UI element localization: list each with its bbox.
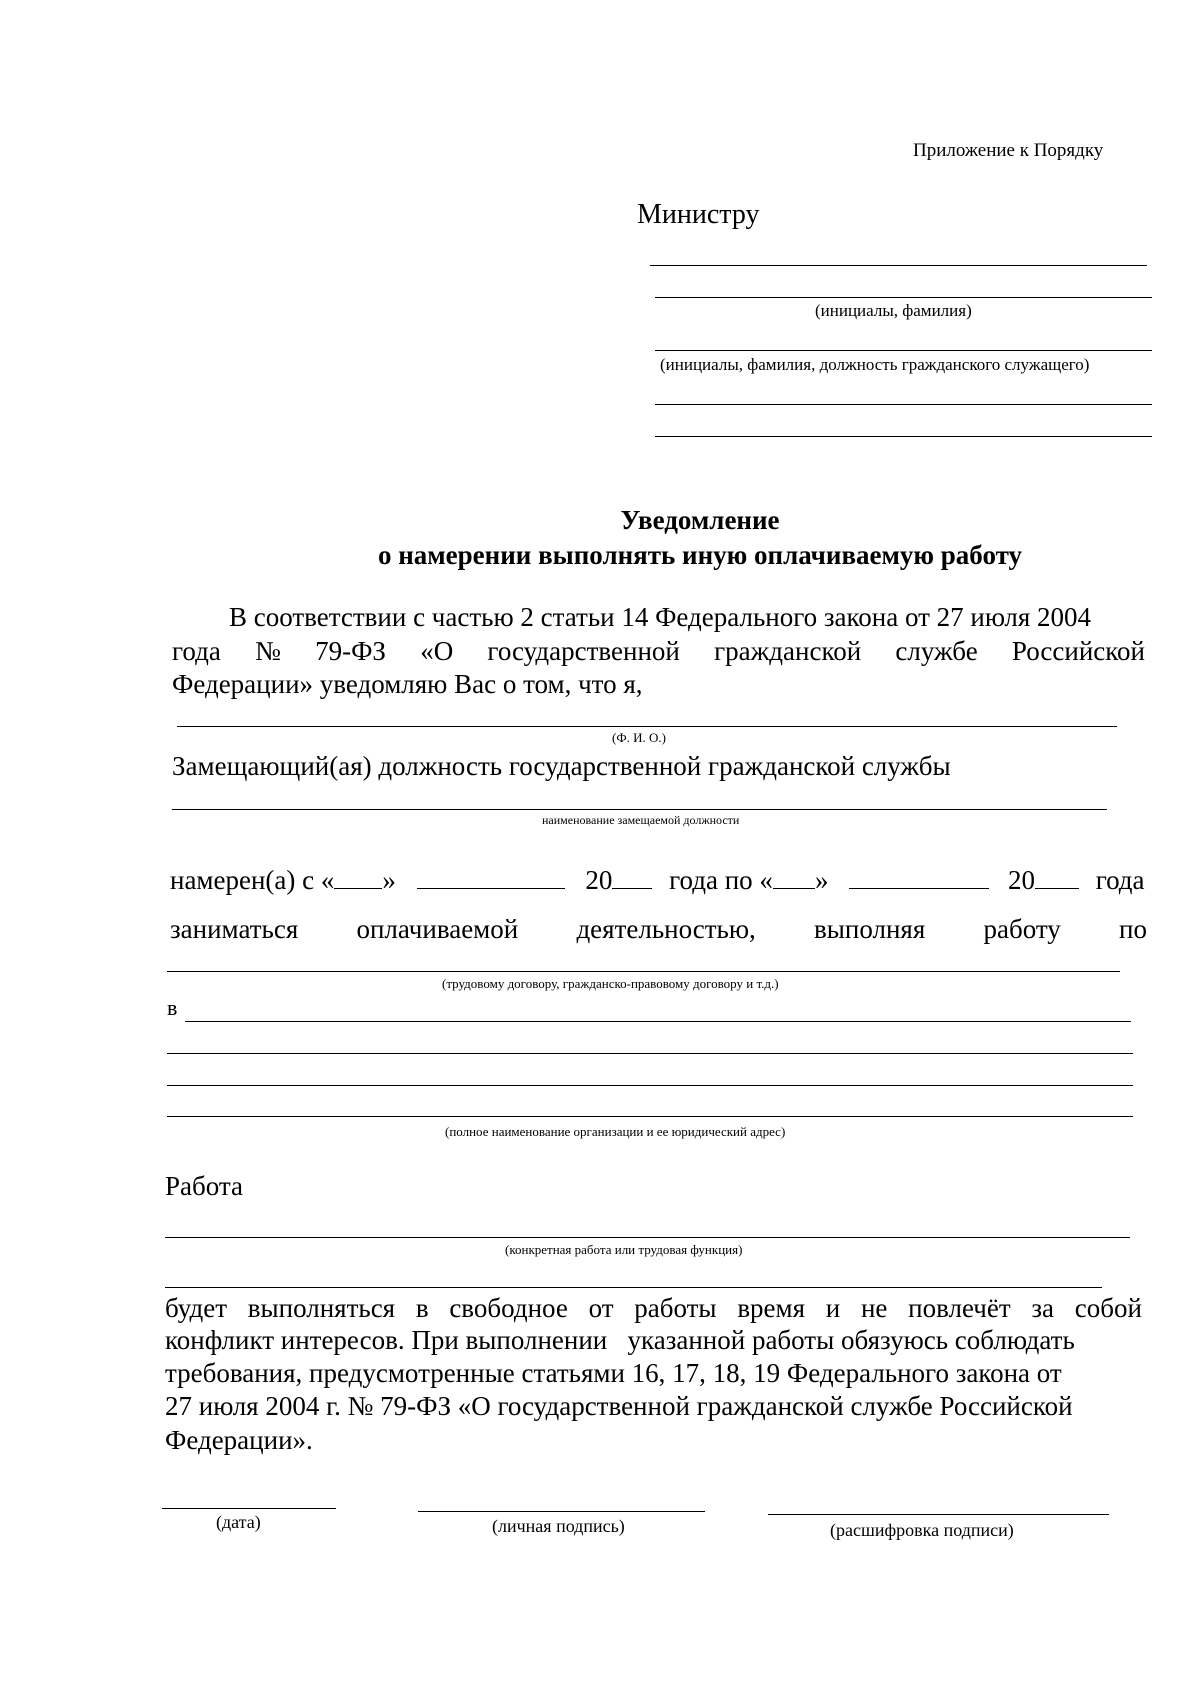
end-day-blank[interactable] bbox=[773, 868, 815, 889]
end-month-blank[interactable] bbox=[849, 868, 989, 889]
work-label: Работа bbox=[165, 1171, 243, 1201]
organization-line-3[interactable] bbox=[167, 1085, 1133, 1086]
activity-basis-line[interactable] bbox=[167, 971, 1120, 972]
organization-line-2[interactable] bbox=[167, 1053, 1133, 1054]
organization-line-1[interactable] bbox=[185, 1021, 1131, 1022]
end-year-blank[interactable] bbox=[1035, 868, 1079, 889]
servant-extra-line-2[interactable] bbox=[655, 436, 1152, 437]
addressee-label: Министру bbox=[637, 199, 760, 230]
signature-decode-line[interactable] bbox=[768, 1514, 1109, 1515]
organization-prefix: в bbox=[167, 995, 178, 1020]
organization-line-4[interactable] bbox=[167, 1116, 1133, 1117]
position-line[interactable] bbox=[172, 809, 1107, 810]
work-line[interactable] bbox=[165, 1237, 1130, 1238]
title-line-2: о намерении выполнять иную оплачиваемую работу bbox=[377, 540, 1023, 570]
fio-line[interactable] bbox=[177, 726, 1117, 727]
title-line-1: Уведомление bbox=[620, 505, 780, 535]
closing-line-4: 27 июля 2004 г. № 79-ФЗ «О государственной гражданской службе Российской bbox=[165, 1391, 1073, 1421]
start-year-blank[interactable] bbox=[612, 868, 652, 889]
closing-line-3: требования, предусмотренные статьями 16, 17, 18, 19 Федерального закона от bbox=[165, 1358, 1062, 1388]
appendix-label: Приложение к Порядку bbox=[913, 140, 1104, 161]
work-caption: (конкретная работа или трудовая функция) bbox=[505, 1242, 743, 1257]
activity-caption: (трудовому договору, гражданско-правовому договору и т.д.) bbox=[442, 976, 779, 991]
organization-caption: (полное наименование организации и ее юридический адрес) bbox=[445, 1124, 786, 1139]
signature-decode-caption: (расшифровка подписи) bbox=[830, 1520, 1014, 1540]
date-line[interactable] bbox=[162, 1508, 336, 1509]
personal-signature-caption: (личная подпись) bbox=[492, 1516, 625, 1536]
start-month-blank[interactable] bbox=[417, 868, 565, 889]
closing-line-2: конфликт интересов. При выполнении указанной работы обязуюсь соблюдать bbox=[165, 1325, 1075, 1355]
start-day-blank[interactable] bbox=[334, 868, 382, 889]
intro-line-2: года № 79-ФЗ «О государственной гражданской службе Российской bbox=[172, 636, 1145, 666]
position-label: Замещающий(ая) должность государственной гражданской службы bbox=[172, 751, 951, 781]
closing-line-1: будет выполняться в свободное от работы время и не повлечёт за собой bbox=[165, 1293, 1142, 1323]
activity-line: заниматься оплачиваемой деятельностью, выполняя работу по bbox=[170, 914, 1147, 944]
personal-signature-line[interactable] bbox=[418, 1511, 705, 1512]
intro-line-1: В соответствии с частью 2 статьи 14 Федерального закона от 27 июля 2004 bbox=[229, 602, 1091, 632]
minister-caption: (инициалы, фамилия) bbox=[815, 301, 972, 320]
servant-extra-line-1[interactable] bbox=[655, 404, 1152, 405]
date-caption: (дата) bbox=[216, 1512, 261, 1532]
minister-name-line-2[interactable] bbox=[655, 297, 1152, 298]
period-line: намерен(а) с « » 20 года по « » 20 года bbox=[170, 865, 1145, 895]
closing-line-5: Федерации». bbox=[165, 1425, 313, 1455]
position-caption: наименование замещаемой должности bbox=[542, 813, 740, 827]
minister-name-line[interactable] bbox=[650, 265, 1147, 266]
intro-line-3: Федерации» уведомляю Вас о том, что я, bbox=[172, 669, 643, 699]
servant-name-line[interactable] bbox=[655, 350, 1152, 351]
servant-caption: (инициалы, фамилия, должность гражданского служащего) bbox=[660, 355, 1090, 374]
work-line-2[interactable] bbox=[165, 1287, 1102, 1288]
fio-caption: (Ф. И. О.) bbox=[612, 730, 666, 745]
